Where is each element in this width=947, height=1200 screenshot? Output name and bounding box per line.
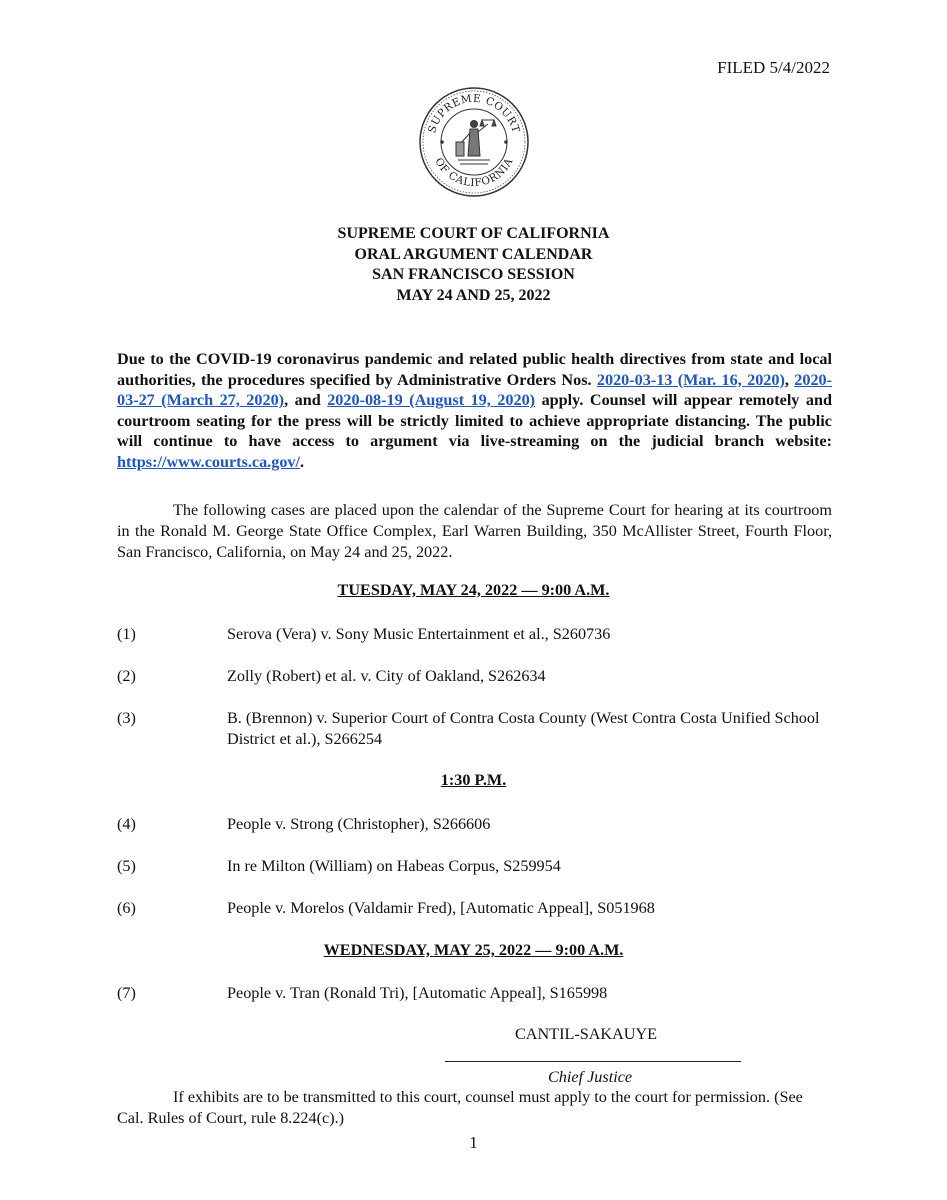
signatory-name: CANTIL-SAKAUYE [515, 1025, 658, 1043]
intro-paragraph: The following cases are placed upon the calendar of the Supreme Court for hearing at its courtroom in the Ronald M. George State Office Complex, Earl Warren Building, 350 McAllister Street, Fourth Floor, San Francisco, California, on May 24 and 25, 2022. [117, 501, 832, 561]
header-calendar-type: ORAL ARGUMENT CALENDAR [354, 245, 593, 263]
case-title: People v. Strong (Christopher), S266606 [227, 815, 491, 833]
case-number: (2) [117, 667, 136, 685]
seal-top-text: SUPREME COURT [426, 92, 522, 135]
signatory-title: Chief Justice [548, 1068, 633, 1086]
case-title: Serova (Vera) v. Sony Music Entertainment et al., S260736 [227, 625, 611, 643]
notice-text-3: . [300, 452, 305, 471]
case-title: People v. Tran (Ronald Tri), [Automatic Appeal], S165998 [227, 984, 608, 1002]
filed-stamp: FILED 5/4/2022 [717, 58, 830, 77]
case-number: (7) [117, 984, 136, 1002]
calendar-header [0, 224, 947, 306]
admin-order-link-2020-03-13[interactable]: 2020-03-13 (Mar. 16, 2020) [596, 370, 785, 389]
signature-line [445, 1061, 741, 1062]
courts-website-link[interactable]: https://www.courts.ca.gov/ [117, 452, 301, 471]
case-number: (4) [117, 815, 136, 833]
admin-order-link-2020-08-19[interactable]: 2020-08-19 (August 19, 2020) [327, 391, 536, 410]
section-heading-tuesday-afternoon: 1:30 P.M. [440, 771, 507, 789]
section-heading-tuesday-morning: TUESDAY, MAY 24, 2022 — 9:00 A.M. [337, 581, 610, 599]
case-title: In re Milton (William) on Habeas Corpus, S259954 [227, 857, 561, 875]
case-title: People v. Morelos (Valdamir Fred), [Automatic Appeal], S051968 [227, 899, 655, 917]
notice-text-2: apply. Counsel will appear remotely and courtroom seating for the press will be strictly limited to achieve appropriate distancing. The public will continue to have access to argument via live-streaming on the judicial branch website: [117, 391, 832, 451]
header-session: SAN FRANCISCO SESSION [372, 266, 575, 283]
exhibits-note: If exhibits are to be transmitted to this court, counsel must apply to the court for permission. (See Cal. Rules of Court, rule 8.224(c).) [117, 1088, 803, 1127]
seal-bottom-text: OF CALIFORNIA [432, 155, 516, 190]
section-heading-wednesday-morning: WEDNESDAY, MAY 25, 2022 — 9:00 A.M. [323, 941, 624, 959]
case-number: (6) [117, 899, 136, 917]
page-number: 1 [469, 1133, 478, 1152]
court-seal-icon [418, 86, 530, 198]
header-dates: MAY 24 AND 25, 2022 [396, 286, 551, 304]
case-number: (1) [117, 625, 136, 643]
notice-sep-2: , and [284, 391, 328, 410]
notice-sep-1: , [784, 370, 795, 389]
case-title: Zolly (Robert) et al. v. City of Oakland, S262634 [227, 667, 546, 685]
notice-text-1: Due to the COVID-19 coronavirus pandemic and related public health directives from state and local authorities, the procedures specified by Administrative Orders Nos. [117, 350, 832, 389]
admin-order-link-2020-03-27[interactable]: 2020-03-27 (March 27, 2020) [117, 370, 833, 410]
case-title: B. (Brennon) v. Superior Court of Contra Costa County (West Contra Costa Unified School District et al.), S266254 [227, 709, 820, 748]
case-number: (3) [117, 709, 136, 727]
case-number: (5) [117, 857, 136, 875]
header-court-name: SUPREME COURT OF CALIFORNIA [337, 225, 610, 242]
covid-notice [117, 349, 832, 473]
